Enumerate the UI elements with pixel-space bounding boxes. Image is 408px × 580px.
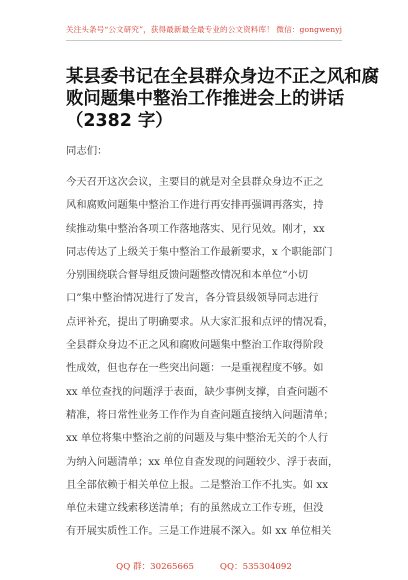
body-line: 风和腐败问题集中整治工作进行再安排再强调再落实，持: [66, 199, 324, 212]
body-line: 单位未建立线索移送清单；有的虽然成立工作专班，但没: [66, 502, 324, 515]
body-line: 有开展实质性工作。三是工作进展不深入。如 xx 单位相关: [66, 525, 332, 538]
body-line: xx 单位查找的问题浮于表面，缺少事例支撑，自查问题不: [66, 385, 329, 398]
header-divider: [66, 40, 342, 41]
salutation: 同志们：: [66, 145, 108, 157]
title-word-count: （2382 字）: [66, 111, 173, 131]
body-line: 同志传达了上级关于集中整治工作最新要求，x 个职能部门: [66, 245, 333, 258]
body-line: 性成效，但也存在一些突出问题：一是重视程度不够。如: [66, 362, 324, 375]
footer-qq-group: QQ 群：30265665: [116, 562, 194, 572]
body-line: 续推动集中整治各项工作落地落实、见行见效。刚才，xx: [66, 222, 325, 235]
footer-contact: [0, 560, 408, 572]
title-line: 败问题集中整治工作推进会上的讲话: [66, 89, 345, 109]
body-line: 且全部依赖于相关单位上报。二是整治工作不扎实。如 xx: [66, 478, 329, 491]
body-line: 点评补充，提出了明确要求。从大家汇报和点评的情况看，: [66, 315, 334, 328]
speech-body: [66, 171, 346, 544]
body-line: xx 单位将集中整治之前的问题及与集中整治无关的个人行: [66, 432, 329, 445]
body-line: 分别围绕联合督导组反馈问题整改情况和本单位“小切: [66, 269, 309, 282]
footer-qq: QQ：535304092: [219, 562, 292, 572]
body-line: 全县群众身边不正之风和腐败问题集中整治工作取得阶段: [66, 339, 324, 352]
body-line: 精准，将日常性业务工作作为自查问题直接纳入问题清单；: [66, 408, 334, 421]
header-banner: [0, 24, 408, 35]
document-title: [66, 66, 380, 132]
title-line: 某县委书记在全县群众身边不正之风和腐: [66, 67, 380, 87]
body-line: 今天召开这次会议，主要目的就是对全县群众身边不正之: [66, 176, 324, 188]
body-line: 口”集中整治情况进行了发言，各分管县级领导同志进行: [66, 292, 319, 305]
body-line: 为纳入问题清单；xx 单位自查发现的问题较少、浮于表面，: [66, 455, 339, 468]
header-text: 关注头条号“公文研究”，获得最新最全最专业的公文资料库！ 微信：gongwenyj: [65, 25, 343, 34]
